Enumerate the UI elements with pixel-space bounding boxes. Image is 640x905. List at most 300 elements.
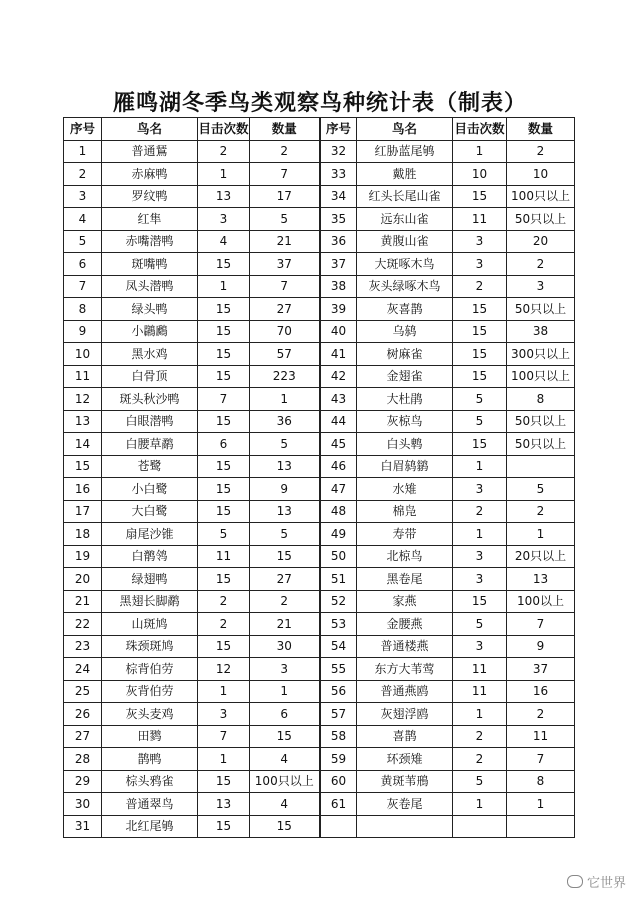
table-row <box>64 478 320 501</box>
cell-sightings: 13 <box>198 793 250 816</box>
cell-count: 13 <box>250 455 320 478</box>
cell-count: 2 <box>507 253 575 276</box>
cell-index: 16 <box>64 478 102 501</box>
cell-bird-name: 白眉鸫鹟 <box>357 455 453 478</box>
table-row <box>321 275 575 298</box>
cell-count: 50只以上 <box>507 433 575 456</box>
cell-index: 13 <box>64 410 102 433</box>
cell-count: 11 <box>507 725 575 748</box>
cell-bird-name: 普通楼燕 <box>357 635 453 658</box>
cell-bird-name: 斑嘴鸭 <box>102 253 198 276</box>
table-row <box>321 590 575 613</box>
cell-sightings: 2 <box>453 275 507 298</box>
cell-sightings: 3 <box>198 703 250 726</box>
table-row <box>321 230 575 253</box>
cell-index: 33 <box>321 163 357 186</box>
cell-count: 100以上 <box>507 590 575 613</box>
cell-sightings: 1 <box>453 455 507 478</box>
cell-index: 61 <box>321 793 357 816</box>
cell-sightings: 2 <box>453 748 507 771</box>
cell-bird-name: 灰头麦鸡 <box>102 703 198 726</box>
cell-bird-name: 红头长尾山雀 <box>357 185 453 208</box>
cell-count: 2 <box>507 500 575 523</box>
cell-index: 51 <box>321 568 357 591</box>
cell-index: 34 <box>321 185 357 208</box>
left-table-body <box>64 140 320 838</box>
cell-sightings: 15 <box>453 433 507 456</box>
cell-bird-name: 鹊鸭 <box>102 748 198 771</box>
header-row <box>321 118 575 141</box>
cell-sightings: 2 <box>198 140 250 163</box>
table-row <box>321 613 575 636</box>
table-row <box>321 500 575 523</box>
cell-sightings: 15 <box>198 320 250 343</box>
cell-bird-name: 乌鸫 <box>357 320 453 343</box>
table-row <box>321 163 575 186</box>
table-row <box>64 545 320 568</box>
table-row <box>321 478 575 501</box>
cell-bird-name: 北红尾鸲 <box>102 815 198 838</box>
cell-bird-name: 凤头潜鸭 <box>102 275 198 298</box>
cell-count: 3 <box>507 275 575 298</box>
cell-index: 17 <box>64 500 102 523</box>
header-row <box>64 118 320 141</box>
cell-count: 36 <box>250 410 320 433</box>
cell-index: 50 <box>321 545 357 568</box>
cell-index: 2 <box>64 163 102 186</box>
cell-bird-name <box>357 815 453 838</box>
cell-sightings: 5 <box>198 523 250 546</box>
cell-index: 41 <box>321 343 357 366</box>
cell-bird-name: 灰椋鸟 <box>357 410 453 433</box>
cell-index: 48 <box>321 500 357 523</box>
table-row <box>321 748 575 771</box>
cell-count: 1 <box>250 680 320 703</box>
cell-sightings: 13 <box>198 185 250 208</box>
table-row <box>64 208 320 231</box>
cell-bird-name: 小鸊鷉 <box>102 320 198 343</box>
table-row <box>64 703 320 726</box>
cell-bird-name: 棉凫 <box>357 500 453 523</box>
cell-sightings: 10 <box>453 163 507 186</box>
table-row <box>321 680 575 703</box>
cell-count: 70 <box>250 320 320 343</box>
cell-index: 29 <box>64 770 102 793</box>
table-row <box>321 320 575 343</box>
cell-sightings: 2 <box>453 725 507 748</box>
header-count: 数量 <box>250 118 320 141</box>
cell-count: 9 <box>507 635 575 658</box>
cell-count: 27 <box>250 298 320 321</box>
table-row <box>64 748 320 771</box>
cell-bird-name: 金腰燕 <box>357 613 453 636</box>
cell-index: 28 <box>64 748 102 771</box>
cell-index: 38 <box>321 275 357 298</box>
cell-index: 27 <box>64 725 102 748</box>
cell-count: 7 <box>507 748 575 771</box>
cell-bird-name: 黑翅长脚鹬 <box>102 590 198 613</box>
table-row <box>321 815 575 838</box>
table-row <box>321 140 575 163</box>
table-row <box>64 523 320 546</box>
right-table-body <box>321 140 575 838</box>
cell-sightings: 3 <box>453 635 507 658</box>
cell-sightings: 3 <box>453 568 507 591</box>
cell-bird-name: 普通翠鸟 <box>102 793 198 816</box>
cell-bird-name: 戴胜 <box>357 163 453 186</box>
cell-sightings: 1 <box>198 748 250 771</box>
cell-sightings: 3 <box>453 230 507 253</box>
cell-bird-name: 大杜鹃 <box>357 388 453 411</box>
table-row <box>321 185 575 208</box>
cell-bird-name: 金翅雀 <box>357 365 453 388</box>
cell-index: 53 <box>321 613 357 636</box>
cell-sightings: 4 <box>198 230 250 253</box>
cell-count: 300只以上 <box>507 343 575 366</box>
header-index: 序号 <box>64 118 102 141</box>
cell-index: 60 <box>321 770 357 793</box>
header-bird-name: 鸟名 <box>102 118 198 141</box>
cell-bird-name: 白鹡鸰 <box>102 545 198 568</box>
cell-index: 58 <box>321 725 357 748</box>
table-row <box>64 163 320 186</box>
cell-bird-name: 小白鹭 <box>102 478 198 501</box>
cell-index: 45 <box>321 433 357 456</box>
table-row <box>64 568 320 591</box>
cell-sightings: 15 <box>198 568 250 591</box>
cell-index: 21 <box>64 590 102 613</box>
cell-index: 19 <box>64 545 102 568</box>
cell-count: 21 <box>250 613 320 636</box>
table-row <box>321 658 575 681</box>
cell-count: 5 <box>250 523 320 546</box>
table-row <box>64 320 320 343</box>
cell-sightings: 15 <box>198 635 250 658</box>
table-row <box>321 725 575 748</box>
table-row <box>64 185 320 208</box>
cell-sightings: 11 <box>198 545 250 568</box>
cell-sightings: 1 <box>453 140 507 163</box>
cell-count: 50只以上 <box>507 410 575 433</box>
cell-bird-name: 灰喜鹊 <box>357 298 453 321</box>
cell-sightings <box>453 815 507 838</box>
cell-bird-name: 绿翅鸭 <box>102 568 198 591</box>
cell-index: 4 <box>64 208 102 231</box>
table-row <box>321 455 575 478</box>
cell-bird-name: 普通燕鸥 <box>357 680 453 703</box>
table-row <box>64 680 320 703</box>
table-row <box>64 343 320 366</box>
cell-bird-name: 红隼 <box>102 208 198 231</box>
table-row <box>321 253 575 276</box>
cell-count: 3 <box>250 658 320 681</box>
cell-sightings: 2 <box>198 613 250 636</box>
cell-sightings: 11 <box>453 680 507 703</box>
header-sightings: 目击次数 <box>198 118 250 141</box>
chat-bubble-icon <box>567 875 583 888</box>
cell-sightings: 3 <box>453 478 507 501</box>
cell-count: 5 <box>250 433 320 456</box>
cell-sightings: 3 <box>453 545 507 568</box>
cell-count <box>507 815 575 838</box>
cell-bird-name: 东方大苇莺 <box>357 658 453 681</box>
cell-count: 15 <box>250 545 320 568</box>
cell-index: 25 <box>64 680 102 703</box>
cell-index: 11 <box>64 365 102 388</box>
cell-bird-name: 喜鹊 <box>357 725 453 748</box>
table-row <box>64 298 320 321</box>
cell-count: 57 <box>250 343 320 366</box>
cell-index: 20 <box>64 568 102 591</box>
cell-sightings: 1 <box>198 680 250 703</box>
cell-count: 37 <box>507 658 575 681</box>
table-row <box>321 433 575 456</box>
header-bird-name: 鸟名 <box>357 118 453 141</box>
cell-bird-name: 田鹨 <box>102 725 198 748</box>
cell-index: 30 <box>64 793 102 816</box>
cell-sightings: 15 <box>198 770 250 793</box>
cell-bird-name: 苍鹭 <box>102 455 198 478</box>
cell-count: 50只以上 <box>507 298 575 321</box>
cell-count <box>507 455 575 478</box>
cell-bird-name: 赤嘴潜鸭 <box>102 230 198 253</box>
cell-index: 46 <box>321 455 357 478</box>
cell-sightings: 1 <box>453 703 507 726</box>
cell-count: 100只以上 <box>507 185 575 208</box>
cell-bird-name: 棕头鸦雀 <box>102 770 198 793</box>
cell-bird-name: 棕背伯劳 <box>102 658 198 681</box>
cell-bird-name: 灰头绿啄木鸟 <box>357 275 453 298</box>
cell-sightings: 5 <box>453 613 507 636</box>
cell-bird-name: 白骨顶 <box>102 365 198 388</box>
table-row <box>321 635 575 658</box>
cell-bird-name: 水雉 <box>357 478 453 501</box>
header-count: 数量 <box>507 118 575 141</box>
cell-count: 8 <box>507 388 575 411</box>
table-row <box>321 388 575 411</box>
cell-count: 15 <box>250 815 320 838</box>
table-row <box>321 523 575 546</box>
table-row <box>64 793 320 816</box>
cell-index: 22 <box>64 613 102 636</box>
table-row <box>64 140 320 163</box>
cell-count: 1 <box>250 388 320 411</box>
cell-bird-name: 黑水鸡 <box>102 343 198 366</box>
cell-count: 100只以上 <box>507 365 575 388</box>
cell-count: 1 <box>507 523 575 546</box>
cell-count: 17 <box>250 185 320 208</box>
cell-count: 21 <box>250 230 320 253</box>
right-table <box>320 117 575 838</box>
cell-count: 2 <box>507 140 575 163</box>
cell-sightings: 1 <box>198 163 250 186</box>
table-row <box>64 500 320 523</box>
cell-sightings: 15 <box>198 365 250 388</box>
table-row <box>64 658 320 681</box>
cell-index: 24 <box>64 658 102 681</box>
cell-bird-name: 寿带 <box>357 523 453 546</box>
table-row <box>321 793 575 816</box>
cell-sightings: 7 <box>198 388 250 411</box>
cell-sightings: 15 <box>198 253 250 276</box>
cell-index: 15 <box>64 455 102 478</box>
table-row <box>64 613 320 636</box>
cell-sightings: 1 <box>453 793 507 816</box>
table-row <box>64 455 320 478</box>
table-row <box>64 388 320 411</box>
table-row <box>321 365 575 388</box>
table-row <box>64 410 320 433</box>
table-row <box>64 635 320 658</box>
header-index: 序号 <box>321 118 357 141</box>
cell-sightings: 7 <box>198 725 250 748</box>
cell-bird-name: 远东山雀 <box>357 208 453 231</box>
cell-sightings: 2 <box>198 590 250 613</box>
cell-count: 1 <box>507 793 575 816</box>
cell-sightings: 15 <box>453 365 507 388</box>
cell-sightings: 6 <box>198 433 250 456</box>
cell-index: 36 <box>321 230 357 253</box>
cell-sightings: 3 <box>453 253 507 276</box>
cell-bird-name: 白头鹎 <box>357 433 453 456</box>
cell-index: 26 <box>64 703 102 726</box>
cell-index: 8 <box>64 298 102 321</box>
cell-index: 14 <box>64 433 102 456</box>
cell-bird-name: 大白鹭 <box>102 500 198 523</box>
cell-index: 23 <box>64 635 102 658</box>
cell-count: 100只以上 <box>250 770 320 793</box>
cell-sightings: 15 <box>198 478 250 501</box>
cell-count: 13 <box>250 500 320 523</box>
table-row <box>64 815 320 838</box>
cell-index: 44 <box>321 410 357 433</box>
cell-sightings: 15 <box>453 185 507 208</box>
cell-count: 8 <box>507 770 575 793</box>
cell-count: 7 <box>250 275 320 298</box>
cell-index: 3 <box>64 185 102 208</box>
cell-count: 37 <box>250 253 320 276</box>
cell-sightings: 15 <box>453 320 507 343</box>
cell-count: 20 <box>507 230 575 253</box>
cell-count: 20只以上 <box>507 545 575 568</box>
cell-count: 38 <box>507 320 575 343</box>
cell-bird-name: 罗纹鸭 <box>102 185 198 208</box>
table-row <box>64 590 320 613</box>
cell-count: 13 <box>507 568 575 591</box>
cell-bird-name: 赤麻鸭 <box>102 163 198 186</box>
cell-sightings: 1 <box>453 523 507 546</box>
cell-bird-name: 树麻雀 <box>357 343 453 366</box>
cell-count: 10 <box>507 163 575 186</box>
table-row <box>321 568 575 591</box>
cell-count: 5 <box>250 208 320 231</box>
cell-bird-name: 黄斑苇鳽 <box>357 770 453 793</box>
cell-sightings: 2 <box>453 500 507 523</box>
cell-index: 57 <box>321 703 357 726</box>
cell-sightings: 15 <box>198 455 250 478</box>
table-row <box>64 365 320 388</box>
cell-sightings: 15 <box>198 343 250 366</box>
table-row <box>321 298 575 321</box>
cell-index: 10 <box>64 343 102 366</box>
cell-index: 56 <box>321 680 357 703</box>
cell-sightings: 5 <box>453 410 507 433</box>
cell-sightings: 15 <box>198 500 250 523</box>
cell-index: 42 <box>321 365 357 388</box>
cell-index <box>321 815 357 838</box>
cell-index: 1 <box>64 140 102 163</box>
cell-sightings: 15 <box>198 298 250 321</box>
cell-count: 4 <box>250 748 320 771</box>
cell-sightings: 15 <box>198 410 250 433</box>
cell-index: 7 <box>64 275 102 298</box>
cell-index: 49 <box>321 523 357 546</box>
cell-count: 7 <box>507 613 575 636</box>
cell-bird-name: 黑卷尾 <box>357 568 453 591</box>
cell-bird-name: 红胁蓝尾鸲 <box>357 140 453 163</box>
cell-bird-name: 普通鵟 <box>102 140 198 163</box>
cell-bird-name: 珠颈斑鸠 <box>102 635 198 658</box>
cell-sightings: 12 <box>198 658 250 681</box>
cell-sightings: 11 <box>453 658 507 681</box>
cell-count: 27 <box>250 568 320 591</box>
cell-sightings: 11 <box>453 208 507 231</box>
cell-bird-name: 家燕 <box>357 590 453 613</box>
cell-count: 30 <box>250 635 320 658</box>
table-row <box>64 770 320 793</box>
cell-count: 4 <box>250 793 320 816</box>
cell-sightings: 5 <box>453 388 507 411</box>
cell-index: 18 <box>64 523 102 546</box>
cell-index: 12 <box>64 388 102 411</box>
header-sightings: 目击次数 <box>453 118 507 141</box>
cell-sightings: 1 <box>198 275 250 298</box>
table-row <box>321 545 575 568</box>
cell-sightings: 3 <box>198 208 250 231</box>
cell-index: 54 <box>321 635 357 658</box>
cell-bird-name: 灰背伯劳 <box>102 680 198 703</box>
table-row <box>321 770 575 793</box>
watermark-text: 它世界 <box>586 876 626 891</box>
cell-count: 5 <box>507 478 575 501</box>
table-row <box>64 253 320 276</box>
cell-count: 2 <box>250 590 320 613</box>
cell-index: 5 <box>64 230 102 253</box>
cell-index: 59 <box>321 748 357 771</box>
cell-count: 6 <box>250 703 320 726</box>
cell-index: 43 <box>321 388 357 411</box>
cell-count: 16 <box>507 680 575 703</box>
table-row <box>64 230 320 253</box>
cell-sightings: 15 <box>453 590 507 613</box>
cell-index: 35 <box>321 208 357 231</box>
cell-index: 40 <box>321 320 357 343</box>
watermark <box>567 872 626 891</box>
cell-sightings: 15 <box>453 343 507 366</box>
cell-index: 31 <box>64 815 102 838</box>
cell-index: 37 <box>321 253 357 276</box>
cell-sightings: 5 <box>453 770 507 793</box>
table-row <box>64 433 320 456</box>
cell-index: 6 <box>64 253 102 276</box>
left-table <box>63 117 321 838</box>
cell-index: 39 <box>321 298 357 321</box>
table-row <box>64 275 320 298</box>
cell-bird-name: 白腰草鹬 <box>102 433 198 456</box>
cell-bird-name: 灰翅浮鸥 <box>357 703 453 726</box>
cell-bird-name: 大斑啄木鸟 <box>357 253 453 276</box>
cell-count: 9 <box>250 478 320 501</box>
